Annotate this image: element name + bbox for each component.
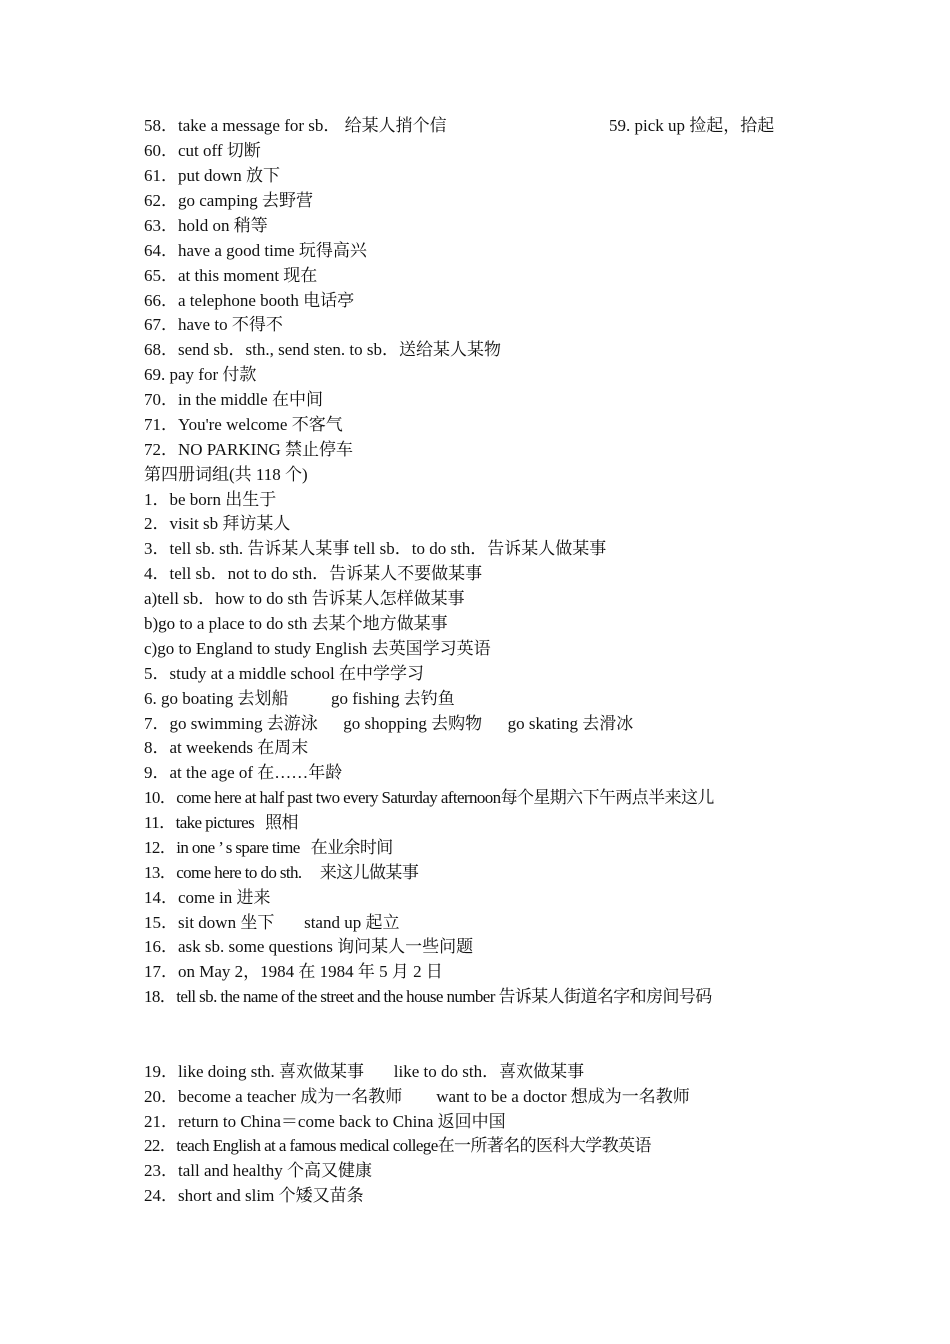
phrase-b4-1: 1．be born 出生于 [144, 490, 277, 509]
phrase-b4-5: 5．study at a middle school 在中学学习 [144, 664, 425, 683]
phrase-b4-11: 11．take pictures 照相 [144, 813, 298, 832]
phrase-59: 59. pick up 捡起，拾起 [609, 116, 775, 135]
phrase-b4-15: 15．sit down 坐下 stand up 起立 [144, 913, 400, 932]
phrase-58: 58．take a message for sb． 给某人捎个信 [144, 116, 447, 135]
phrase-b4-12: 12．in one ’ s spare time 在业余时间 [144, 838, 393, 857]
phrase-b4-4: 4．tell sb．not to do sth．告诉某人不要做某事 [144, 564, 483, 583]
phrase-b4-2: 2．visit sb 拜访某人 [144, 514, 291, 533]
phrase-68: 68．send sb．sth., send sten. to sb．送给某人某物 [144, 340, 501, 359]
phrase-70: 70．in the middle 在中间 [144, 390, 323, 409]
phrase-b4-4b: b)go to a place to do sth 去某个地方做某事 [144, 614, 448, 633]
phrase-67: 67．have to 不得不 [144, 315, 283, 334]
phrase-b4-3: 3．tell sb. sth. 告诉某人某事 tell sb．to do sth．告诉某人做某事 [144, 539, 607, 558]
phrase-b4-4a: a)tell sb．how to do sth 告诉某人怎样做某事 [144, 589, 465, 608]
phrase-b4-21: 21．return to China＝come back to China 返回中国 [144, 1112, 506, 1131]
phrase-65: 65．at this moment 现在 [144, 266, 318, 285]
phrase-72: 72．NO PARKING 禁止停车 [144, 440, 354, 459]
phrase-b4-6: 6. go boating 去划船 go fishing 去钓鱼 [144, 689, 455, 708]
phrase-b4-23: 23．tall and healthy 个高又健康 [144, 1161, 373, 1180]
phrase-b4-8: 8．at weekends 在周末 [144, 738, 309, 757]
phrase-b4-10: 10．come here at half past two every Saturday afternoon每个星期六下午两点半来这儿 [144, 788, 714, 807]
phrase-63: 63．hold on 稍等 [144, 216, 268, 235]
phrase-b4-19: 19．like doing sth. 喜欢做某事 like to do sth．喜欢做某事 [144, 1062, 585, 1081]
phrase-69: 69. pay for 付款 [144, 365, 257, 384]
phrase-b4-4c: c)go to England to study English 去英国学习英语 [144, 639, 491, 658]
phrase-b4-9: 9．at the age of 在……年龄 [144, 763, 343, 782]
phrase-b4-16: 16．ask sb. some questions 询问某人一些问题 [144, 937, 474, 956]
phrase-60: 60．cut off 切断 [144, 141, 261, 160]
phrase-b4-14: 14．come in 进来 [144, 888, 271, 907]
phrase-b4-18: 18．tell sb. the name of the street and the house number 告诉某人街道名字和房间号码 [144, 987, 712, 1006]
phrase-b4-17: 17．on May 2，1984 在 1984 年 5 月 2 日 [144, 962, 443, 981]
phrase-62: 62．go camping 去野营 [144, 191, 314, 210]
phrase-b4-13: 13．come here to do sth. 来这儿做某事 [144, 863, 419, 882]
phrase-61: 61．put down 放下 [144, 166, 280, 185]
phrase-66: 66．a telephone booth 电话亭 [144, 291, 355, 310]
phrase-64: 64．have a good time 玩得高兴 [144, 241, 367, 260]
section-heading: 第四册词组(共 118 个) [144, 465, 308, 484]
phrase-71: 71．You're welcome 不客气 [144, 415, 343, 434]
phrase-b4-7: 7．go swimming 去游泳 go shopping 去购物 go skating 去滑冰 [144, 714, 634, 733]
phrase-b4-22: 22．teach English at a famous medical college在一所著名的医科大学教英语 [144, 1136, 651, 1155]
phrase-b4-24: 24．short and slim 个矮又苗条 [144, 1186, 364, 1205]
phrase-b4-20: 20．become a teacher 成为一名教师 want to be a doctor 想成为一名教师 [144, 1087, 690, 1106]
